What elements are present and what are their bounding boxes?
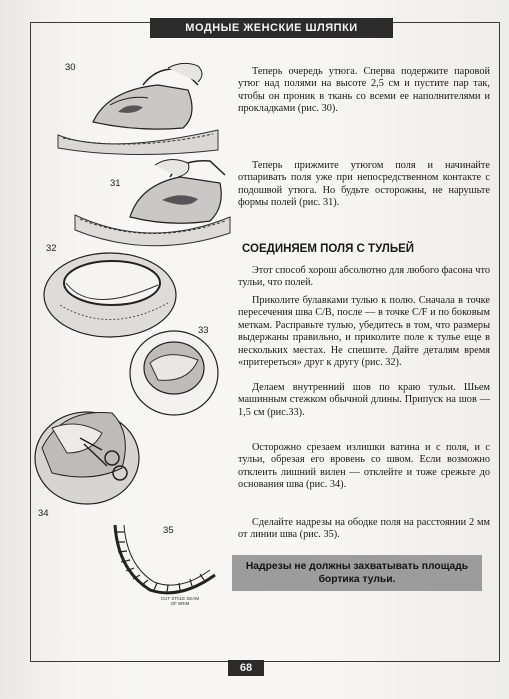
running-header: МОДНЫЕ ЖЕНСКИЕ ШЛЯПКИ — [150, 18, 393, 38]
warning-note: Надрезы не должны захватывать площадь бортика тульи. — [232, 555, 482, 591]
figure-31-label: 31 — [110, 178, 121, 189]
figure-31-iron-pressing — [70, 155, 235, 250]
page-number: 68 — [228, 660, 264, 676]
paragraph-press-brim: Теперь прижмите утюгом поля и начинайте отпаривать поля уже при непосредственном контакте с подошвой утюга. Но будьте осторожны, не нарушьте формы полей (рис. 31). — [238, 160, 490, 209]
paragraph-trim-wadding: Осторожно срезаем излишки ватина и с поля, и с тульи, обрезая его вровень со швом. Если возможно отклеить лишний вилен — отклейте и тоже срежьте до основания шва (рис. 34). — [238, 442, 490, 491]
figure-32-crown-pinned — [40, 245, 180, 340]
paragraph-notches: Сделайте надрезы на ободке поля на расстоянии 2 мм от линии шва (рис. 35). — [238, 517, 490, 541]
section-heading: СОЕДИНЯЕМ ПОЛЯ С ТУЛЬЕЙ — [242, 243, 415, 255]
figure-34-trimming — [32, 398, 142, 508]
figure-35-label: 35 — [163, 525, 174, 536]
figure-34-label: 34 — [38, 508, 49, 519]
paragraph-inner-seam: Делаем внутренний шов по краю тульи. Шьем машинным стежком обычной длины. Припуск на шов — 1,5 см (рис.33). — [238, 382, 490, 418]
figure-33-label: 33 — [198, 325, 209, 336]
figure-32-label: 32 — [46, 243, 57, 254]
figure-30-iron-steaming — [48, 60, 228, 155]
figure-30-label: 30 — [65, 62, 76, 73]
paragraph-pin-crown: Приколите булавками тулью к полю. Сначала в точке пересечения шва C/B, после — в точке C/F и по боковым меткам. Расправьте тулью, убедитесь в том, что размеры выдержаны правильно, и приколите поле к тулье еще в нескольких местах. Не спешите. Дайте деталям время «притереться» друг к другу (рис. 32). — [238, 295, 490, 369]
paragraph-steam-iron: Теперь очередь утюга. Сперва подержите паровой утюг над полями на высоте 2,5 см и пустите пар так, чтобы он проник в ткань со всеми ее наполнителями и прокладками (рис. 30). — [238, 66, 490, 115]
figure-35-caption: CUT STIILE SEAM OF BRIM — [160, 596, 200, 606]
paragraph-method: Этот способ хорош абсолютно для любого фасона что тульи, что полей. — [238, 265, 490, 289]
